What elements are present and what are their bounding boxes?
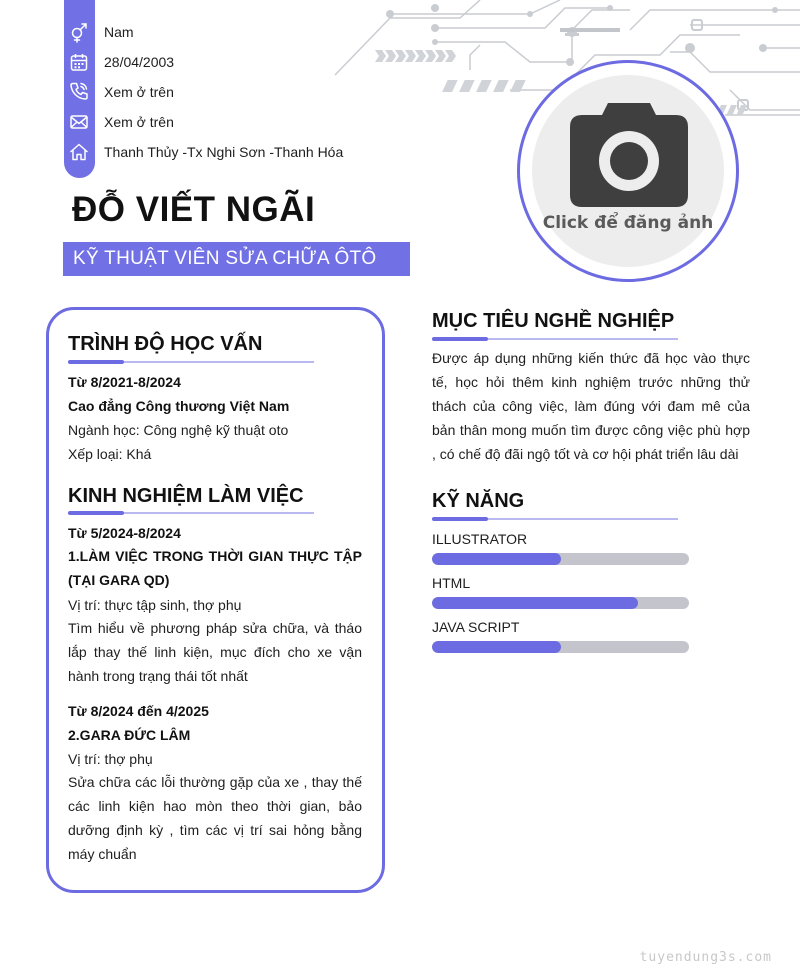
skill-fill-1 (432, 597, 638, 609)
objective-title: MỤC TIÊU NGHỀ NGHIỆP (432, 310, 675, 332)
objective-underline (432, 338, 678, 340)
calendar-icon (68, 51, 90, 73)
mail-icon (68, 111, 90, 133)
skills-title: KỸ NĂNG (432, 490, 525, 512)
skill-label-html: HTML (432, 575, 471, 591)
contact-gender: Nam (104, 24, 134, 40)
contact-birthday: 28/04/2003 (104, 54, 175, 70)
home-icon (68, 141, 90, 163)
gender-icon (68, 21, 90, 43)
contact-phone: Xem ở trên (104, 84, 174, 100)
contact-email: Xem ở trên (104, 114, 174, 130)
skill-bar-illustrator (432, 553, 689, 565)
education-period: Từ 8/2021-8/2024 (68, 374, 181, 390)
experience-underline (68, 512, 314, 514)
experience-title: KINH NGHIỆM LÀM VIỆC (68, 485, 304, 507)
photo-upload[interactable] (517, 60, 739, 282)
phone-icon (68, 80, 90, 102)
skill-fill-2 (432, 641, 561, 653)
objective-text: Được áp dụng những kiến thức đã học vào thực tế, học hỏi thêm kinh nghiệm trước những thử thách của công việc, làm đúng với đam mê của bản thân mong muốn tìm được công việc phù hợp , có chế độ đãi ngộ tốt và cơ hội phát triển lâu dài (432, 350, 750, 462)
photo-upload-label: Click để đăng ảnh (542, 213, 714, 233)
education-title: TRÌNH ĐỘ HỌC VẤN (68, 333, 263, 355)
skill-bar-html (432, 597, 689, 609)
job-title-bar (63, 242, 410, 276)
candidate-name: ĐỖ VIẾT NGÃI (72, 190, 316, 229)
job-1-company: 1.LÀM VIỆC TRONG THỜI GIAN THỰC TẬP (TẠI GARA QD) (68, 548, 362, 588)
job-2-description: Sửa chữa các lỗi thường gặp của xe , thay thế các linh kiện hao mòn theo thời gian, bảo dưỡng định kỳ , tìm các vị trí sai hỏng bằng máy chuẩn (68, 774, 362, 862)
education-major: Ngành học: Công nghệ kỹ thuật oto (68, 422, 289, 438)
job-2-company: 2.GARA ĐỨC LÂM (68, 727, 191, 743)
camera-icon (570, 103, 688, 207)
skill-bar-javascript (432, 641, 689, 653)
skill-label-illustrator: ILLUSTRATOR (432, 531, 528, 547)
skills-underline (432, 518, 678, 520)
job-1-period: Từ 5/2024-8/2024 (68, 525, 181, 541)
photo-placeholder (532, 75, 724, 267)
education-school: Cao đẳng Công thương Việt Nam (68, 398, 290, 414)
education-grade: Xếp loại: Khá (68, 446, 152, 462)
job-1-position: Vị trí: thực tập sinh, thợ phụ (68, 597, 242, 613)
job-2-position: Vị trí: thợ phụ (68, 751, 153, 767)
job-2-period: Từ 8/2024 đến 4/2025 (68, 703, 209, 719)
job-1-description: Tìm hiểu về phương pháp sửa chữa, và tháo lắp thay thế linh kiện, mục đích cho xe vận hành trong trạng thái tốt nhất (68, 620, 362, 684)
contact-address: Thanh Thủy -Tx Nghi Sơn -Thanh Hóa (104, 144, 344, 160)
skill-fill-0 (432, 553, 561, 565)
education-underline (68, 361, 314, 363)
skill-label-javascript: JAVA SCRIPT (432, 619, 520, 635)
job-title: KỸ THUẬT VIÊN SỬA CHỮA ÔTÔ (73, 248, 377, 269)
watermark: tuyendung3s.com (639, 950, 772, 965)
